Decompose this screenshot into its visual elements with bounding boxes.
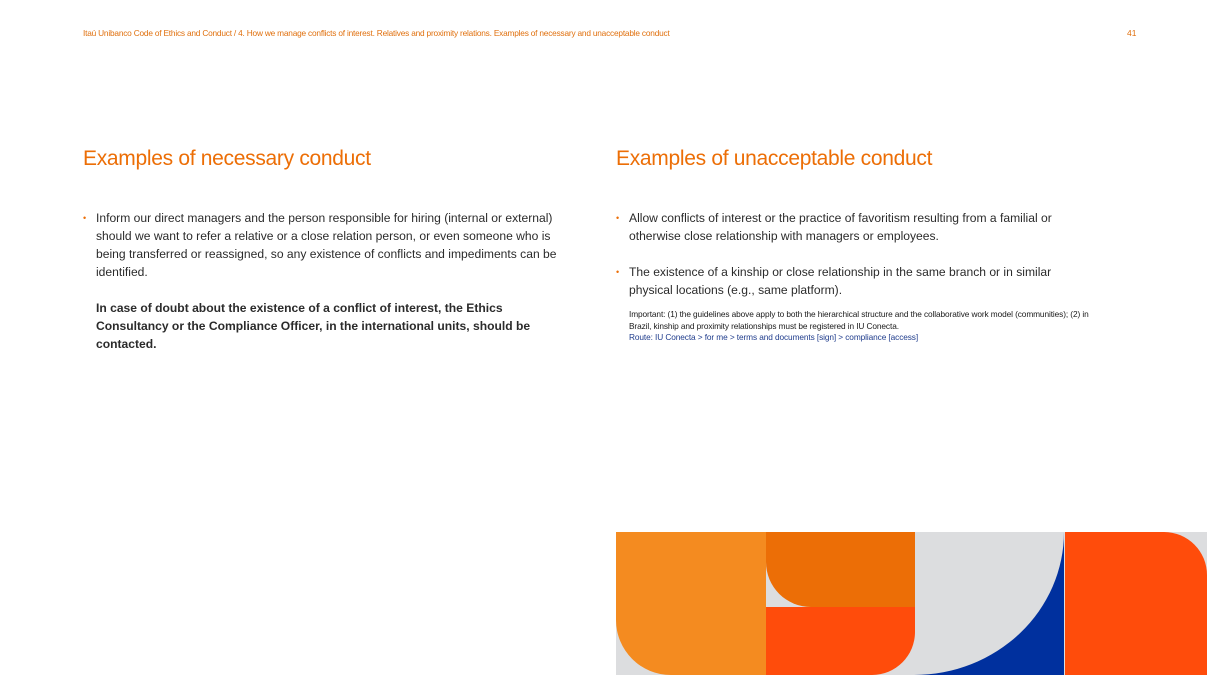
important-note: Important: (1) the guidelines above apply to both the hierarchical structure and the collaborative work model (communities); (2) in Brazil, kinship and proximity relationships must be registered in IU Conecta.: [629, 309, 1089, 331]
necessary-conduct-section: [83, 145, 563, 353]
list-item: [616, 263, 1096, 299]
bullet-icon: •: [83, 213, 87, 223]
unacceptable-conduct-section: [616, 145, 1096, 344]
unacceptable-conduct-list: [616, 209, 1096, 299]
list-item: [616, 209, 1096, 245]
list-item-text: Inform our direct managers and the person responsible for hiring (internal or external) should we want to refer a relative or a close relation person, or even someone who is being transferred or reassigned, so any existence of conflicts and impediments can be identified.: [96, 211, 557, 279]
deco-orange-shape: [766, 532, 915, 607]
bullet-icon: •: [616, 213, 620, 223]
breadcrumb: Itaú Unibanco Code of Ethics and Conduct / 4. How we manage conflicts of interest. Relatives and proximity relations. Examples of necessary and unacceptable conduct: [83, 28, 670, 38]
list-item-text: Allow conflicts of interest or the practice of favoritism resulting from a familial or otherwise close relationship with managers or employees.: [629, 211, 1052, 243]
deco-red-orange-shape: [766, 607, 915, 675]
unacceptable-conduct-title: Examples of unacceptable conduct: [616, 147, 933, 170]
bullet-icon: •: [616, 267, 620, 277]
deco-red-shape: [1065, 532, 1207, 675]
route-link[interactable]: Route: IU Conecta > for me > terms and documents [sign] > compliance [access]: [629, 332, 919, 342]
necessary-conduct-title: Examples of necessary conduct: [83, 147, 371, 170]
list-item: [83, 209, 563, 281]
page-number: 41: [1127, 28, 1137, 38]
deco-light-orange-shape: [616, 532, 766, 675]
decorative-shapes: [616, 532, 1207, 675]
necessary-conduct-list: [83, 209, 563, 281]
list-item-text: The existence of a kinship or close relationship in the same branch or in similar physical locations (e.g., same platform).: [629, 265, 1052, 297]
doubt-note: In case of doubt about the existence of a conflict of interest, the Ethics Consultancy or the Compliance Officer, in the international units, should be contacted.: [96, 301, 531, 351]
